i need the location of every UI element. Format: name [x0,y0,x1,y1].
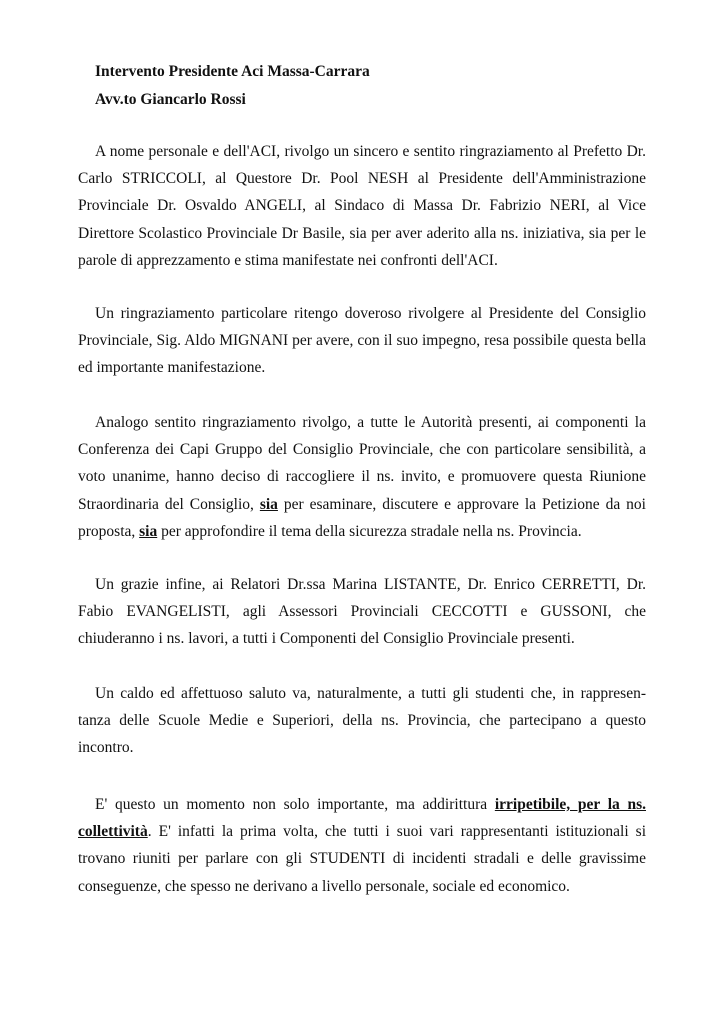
title-line-1: Intervento Presidente Aci Massa-Carrara [95,63,370,80]
paragraph-2: Un ringraziamento particolare ritengo doveroso rivolgere al Presidente del Consiglio Provinciale, Sig. Aldo MIGNANI per avere, con il suo impegno, resa possibile questa bella ed importante manifestazione. [78,305,646,377]
paragraph-3-text-e: per approfondire il tema della sicurezza stradale nella ns. Provincia. [157,522,582,540]
title-line-2: Avv.to Giancarlo Rossi [95,91,246,108]
paragraph-6-emphasis: irripetibile, per la ns. collettività [78,796,646,841]
paragraph-3-emphasis-2: sia [139,522,158,540]
paragraph-3-emphasis-1: sia [259,495,278,513]
paragraph-5: Un caldo ed affettuoso saluto va, naturalmente, a tutti gli studenti che, in rappresen-tanza delle Scuole Medie e Superiori, della ns. Provincia, che partecipano a questo incontro. [78,685,646,757]
paragraph-3 [78,409,646,545]
paragraph-1: A nome personale e dell'ACI, rivolgo un sincero e sentito ringraziamento al Prefetto Dr. Carlo STRICCOLI, al Questore Dr. Pool NESH al Presidente dell'Amministrazione Provinciale Dr. Osvaldo ANGELI, al Sindaco di Massa Dr. Fabrizio NERI, al Vice Direttore Scolastico Provinciale Dr Basile, sia per aver aderito alla ns. iniziativa, sia per le parole di apprezzamento e stima manifestate nei confronti dell'ACI. [78,143,646,269]
paragraph-6-text-c: . E' infatti la prima volta, che tutti i suoi vari rappresentanti istituzionali si trovano riuniti per parlare con gli STUDENTI di incidenti stradali e delle gravissime conseguenze, che spesso ne derivano a livello personale, sociale ed economico. [78,823,646,895]
paragraph-6 [78,791,646,900]
paragraph-6-text-a: E' questo un momento non solo importante, ma addirittura [95,796,495,813]
paragraph-3-text-c: per esaminare, discutere e approvare la Petizione da noi proposta, [78,495,646,540]
paragraph-3-text-a: Analogo sentito ringraziamento rivolgo, a tutte le Autorità presenti, ai componenti la Conferenza dei Capi Gruppo del Consiglio Provinciale, che con particolare sensibilità, a voto unanime, hanno deciso di raccogliere il ns. invito, e promuovere questa Riunione Straordinaria del Consiglio, [78,414,646,513]
paragraph-4: Un grazie infine, ai Relatori Dr.ssa Marina LISTANTE, Dr. Enrico CERRETTI, Dr. Fabio EVANGELISTI, agli Assessori Provinciali CECCOTTI e GUSSONI, che chiuderanno i ns. lavori, a tutti i Componenti del Consiglio Provinciale presenti. [78,576,646,648]
